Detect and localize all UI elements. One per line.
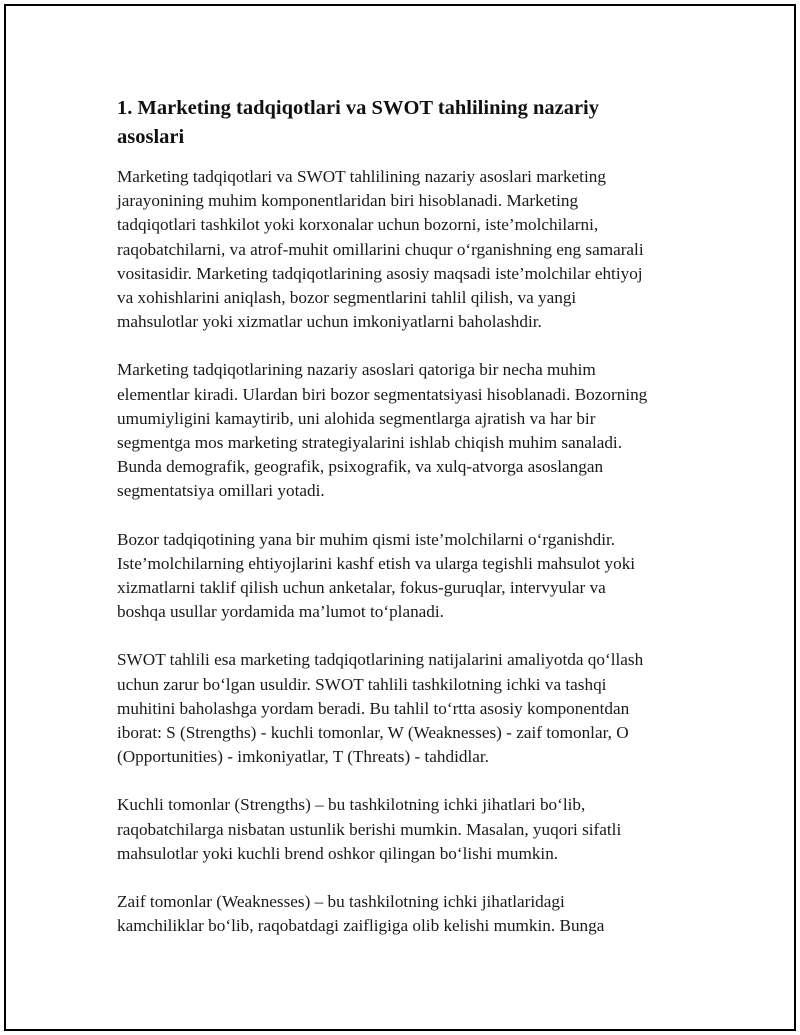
text-line: (Opportunities) - imkoniyatlar, T (Threats) - tahdidlar.	[117, 747, 489, 767]
text-line: Bunda demografik, geografik, psixografik, va xulq-atvorga asoslangan	[117, 457, 604, 477]
paragraph-swot-analysis	[117, 648, 677, 769]
paragraph-marketing-research-basics	[117, 165, 677, 334]
text-line: kamchiliklar bo‘lib, raqobatdagi zaifligiga olib kelishi mumkin. Bunga	[117, 916, 605, 936]
text-line: raqobatchilarni, va atrof-muhit omillarini chuqur o‘rganishning eng samarali	[117, 239, 644, 259]
paragraph-consumer-research	[117, 528, 677, 625]
text-line: umumiyligini kamaytirib, uni alohida segmentlarga ajratish va har bir	[117, 408, 596, 428]
text-line: segmentga mos marketing strategiyalarini ishlab chiqish muhim sanaladi.	[117, 433, 623, 453]
text-line: mahsulotlar yoki xizmatlar uchun imkoniyatlarni baholashdir.	[117, 312, 542, 332]
text-line: mahsulotlar yoki kuchli brend oshkor qilingan bo‘lishi mumkin.	[117, 843, 559, 863]
text-line: uchun zarur bo‘lgan usuldir. SWOT tahlili tashkilotning ichki va tashqi	[117, 674, 607, 694]
heading-line: asoslari	[117, 126, 185, 148]
paragraph-strengths	[117, 793, 677, 866]
section-heading	[117, 94, 677, 152]
text-line: boshqa usullar yordamida ma’lumot to‘planadi.	[117, 602, 444, 622]
text-line: raqobatchilarga nisbatan ustunlik berishi mumkin. Masalan, yuqori sifatli	[117, 819, 622, 839]
text-line: xizmatlarni taklif qilish uchun anketalar, fokus-guruqlar, intervyular va	[117, 578, 606, 598]
text-line: Marketing tadqiqotlari va SWOT tahlilining nazariy asoslari marketing	[117, 167, 606, 186]
document-body	[117, 94, 677, 962]
text-line: Kuchli tomonlar (Strengths) – bu tashkilotning ichki jihatlari bo‘lib,	[117, 795, 586, 815]
text-line: jarayonining muhim komponentlaridan biri hisoblanadi. Marketing	[117, 191, 579, 211]
text-line: va xohishlarini aniqlash, bozor segmentlarini tahlil qilish, va yangi	[117, 288, 577, 308]
paragraph-weaknesses	[117, 890, 677, 938]
paragraph-segmentation	[117, 358, 677, 503]
text-line: Bozor tadqiqotining yana bir muhim qismi iste’molchilarni o‘rganishdir.	[117, 529, 616, 549]
text-line: segmentatsiya omillari yotadi.	[117, 481, 325, 501]
text-line: elementlar kiradi. Ulardan biri bozor segmentatsiyasi hisoblanadi. Bozorning	[117, 384, 648, 404]
text-line: Marketing tadqiqotlarining nazariy asoslari qatoriga bir necha muhim	[117, 360, 596, 380]
text-line: tadqiqotlari tashkilot yoki korxonalar uchun bozorni, iste’molchilarni,	[117, 215, 599, 235]
text-line: iborat: S (Strengths) - kuchli tomonlar, W (Weaknesses) - zaif tomonlar, O	[117, 723, 629, 743]
text-line: Iste’molchilarning ehtiyojlarini kashf etish va ularga tegishli mahsulot yoki	[117, 553, 636, 573]
heading-line: 1. Marketing tadqiqotlari va SWOT tahlilining nazariy	[117, 97, 599, 119]
text-line: vositasidir. Marketing tadqiqotlarining asosiy maqsadi iste’molchilar ehtiyoj	[117, 263, 643, 283]
text-line: SWOT tahlili esa marketing tadqiqotlarining natijalarini amaliyotda qo‘llash	[117, 650, 644, 670]
text-line: Zaif tomonlar (Weaknesses) – bu tashkilotning ichki jihatlaridagi	[117, 892, 565, 912]
text-line: muhitini baholashga yordam beradi. Bu tahlil to‘rtta asosiy komponentdan	[117, 698, 630, 718]
